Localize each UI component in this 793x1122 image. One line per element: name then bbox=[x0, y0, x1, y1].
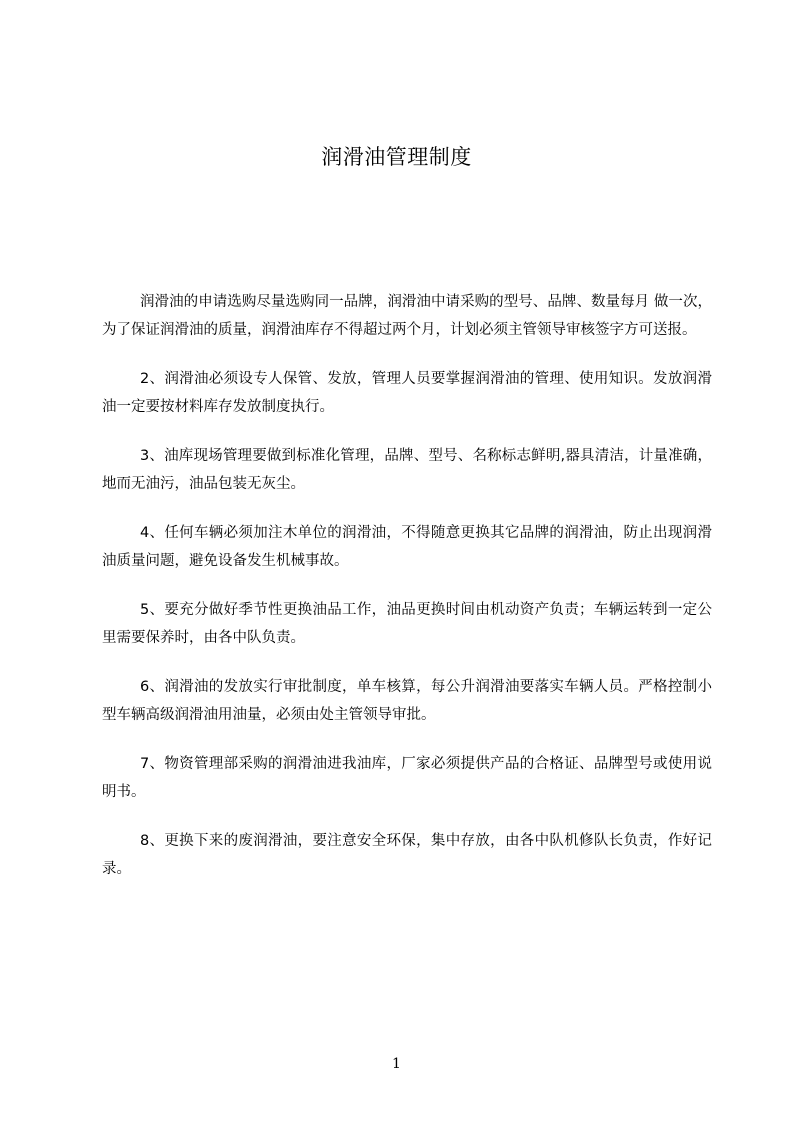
paragraph-7: 7、物资管理部采购的润滑油进我油库，厂家必须提供产品的合格证、品牌型号或使用说明书。 bbox=[102, 756, 712, 800]
paragraph-8: 8、更换下来的废润滑油，要注意安全环保，集中存放，由各中队机修队长负责，作好记录。 bbox=[102, 833, 712, 877]
paragraph-3: 3、油库现场管理要做到标准化管理，品牌、型号、名称标志鲜明,器具清洁，计量准确，地而无油污，油品包装无灰尘。 bbox=[102, 448, 712, 492]
paragraph-5: 5、要充分做好季节性更换油品工作，油品更换时间由机动资产负责；车辆运转到一定公里需要保养时，由各中队负责。 bbox=[102, 602, 712, 646]
paragraph-1: 润滑油的申请选购尽量选购同一品牌，润滑油中请采购的型号、品牌、数量每月 做一次，为了保证润滑油的质量，润滑油库存不得超过两个月，计划必须主管领导审核签字方可送报。 bbox=[102, 294, 712, 338]
paragraph-6: 6、润滑油的发放实行审批制度，单车核算，每公升润滑油要落实车辆人员。严格控制小型车辆高级润滑油用油量，必须由处主管领导审批。 bbox=[102, 679, 712, 723]
page-number: 1 bbox=[392, 1056, 401, 1072]
document-title: 润滑油管理制度 bbox=[321, 145, 472, 169]
paragraph-4: 4、任何车辆必须加注木单位的润滑油，不得随意更换其它品牌的润滑油，防止出现润滑油质量问题，避免设备发生机械事故。 bbox=[102, 525, 712, 569]
paragraph-2: 2、润滑油必须设专人保管、发放，管理人员要掌握润滑油的管理、使用知识。发放润滑油一定要按材料库存发放制度执行。 bbox=[102, 371, 712, 415]
document-body bbox=[102, 288, 712, 904]
